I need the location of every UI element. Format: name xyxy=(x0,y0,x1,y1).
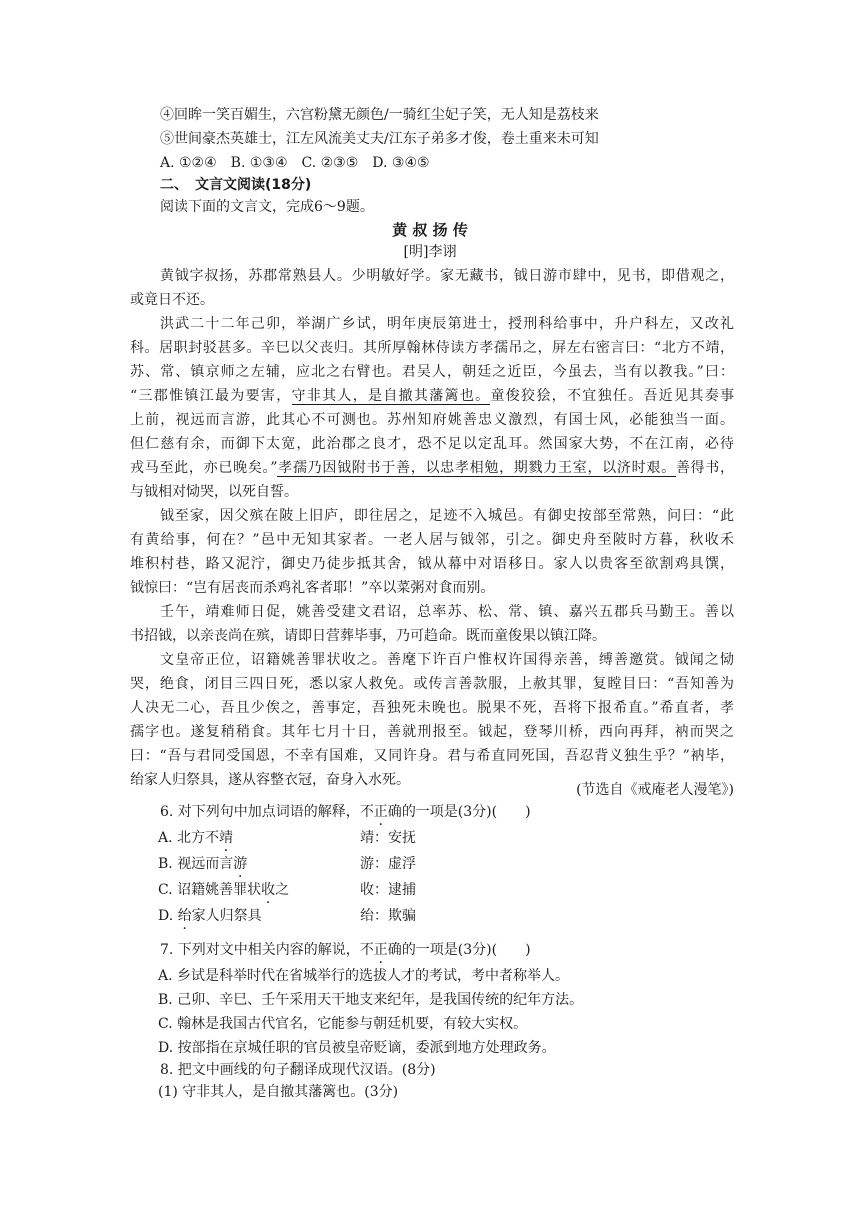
passage-line: 科。居职封驳甚多。辛巳以父丧归。其所厚翰林侍读方孝孺吊之，屏左右密言曰：“北方不靖， xyxy=(130,340,734,356)
dotted-emphasis: 不正确 xyxy=(359,804,402,820)
question-8-stem: 8. 把文中画线的句子翻译成现代汉语。(8分) xyxy=(160,1062,436,1078)
passage-line: 有黄给事，何在？”邑中无知其家者。一老人居与钺邻，引之。御史舟至陂时方暮，秋收禾 xyxy=(130,532,734,548)
passage-line: 壬午，靖难师日促，姚善受建文君诏，总率苏、松、常、镇、嘉兴五郡兵马勤王。善以 xyxy=(160,604,734,620)
q7-option-c: C. 翰林是我国古代官名，它能参与朝廷机要，有较大实权。 xyxy=(158,1016,528,1032)
underlined-sentence-2: 孝孺乃因钺附书于善，以忠孝相勉，期戮力王室，以济时艰。 xyxy=(277,460,676,476)
passage-line: 人决无二心，吾且少俟之，善事定，吾独死未晚也。脱果不死，吾将下报希直。”希直者，孝 xyxy=(130,700,734,716)
passage-line: 黄钺字叔扬，苏郡常熟县人。少明敏好学。家无藏书，钺日游市肆中，见书，即借观之， xyxy=(160,268,734,284)
q7-option-b: B. 己卯、辛巳、壬午采用天干地支来纪年，是我国传统的纪年方法。 xyxy=(158,992,584,1008)
passage-text: 童俊狡狯，不宜独任。吾近见其奏事 xyxy=(490,388,735,404)
passage-line: 孺字也。遂复稍稍食。其年七月十日，善就刑报至。钺起，登琴川桥，西向再拜，衲而哭之 xyxy=(130,724,734,740)
passage-title: 黄 叔 扬 传 xyxy=(392,221,468,239)
passage-line: 书招钺，以亲丧尚在殡，请即日营葬毕事，乃可趋命。既而童俊果以镇江降。 xyxy=(130,628,606,644)
stem-text: 的一项是(3分)( ) xyxy=(401,942,531,958)
q6-option-d-explanation: 绐：欺骗 xyxy=(360,908,416,924)
q6-option-c: C. 诏籍姚善罪状收之 xyxy=(158,882,290,898)
section-heading: 二、 文言文阅读(18分) xyxy=(160,177,312,193)
answer-choices: A. ①②④ B. ①③④ C. ②③⑤ D. ③④⑤ xyxy=(160,155,430,171)
passage-author: [明]李诩 xyxy=(403,244,457,260)
passage-line: 钺至家，因父殡在陂上旧庐，即往居之，足迹不入城邑。有御史按部至常熟，问曰：“此 xyxy=(160,508,734,524)
question-6-stem xyxy=(160,802,531,822)
underlined-sentence-1: 守非其人，是自撤其藩篱也。 xyxy=(291,388,491,404)
q6-option-d: D. 绐家人归祭具 xyxy=(158,908,262,924)
passage-line: 苏、常、镇京师之左辅，应北之右臂也。君吴人，朝廷之近臣，今虽去，当有以教我。”曰： xyxy=(130,364,734,380)
passage-text: “三郡惟镇江最为要害， xyxy=(130,388,292,404)
stem-text: 7. 下列对文中相关内容的解说， xyxy=(160,942,360,958)
dotted-emphasis: 不正确 xyxy=(359,942,402,958)
passage-line: 绐家人归祭具，遂从容整衣冠，奋身入水死。 xyxy=(130,772,410,788)
dotted-word: 收 xyxy=(261,882,276,898)
q6-option-a-explanation: 靖：安抚 xyxy=(360,830,416,846)
section-instruction: 阅读下面的文言文，完成6～9题。 xyxy=(160,199,374,215)
q6-option-b: B. 视远而言游 xyxy=(158,856,248,872)
passage-line: 洪武二十二年己卯，举湖广乡试，明年庚辰第进士，授刑科给事中，升户科左，又改礼 xyxy=(160,316,734,332)
q7-option-a: A. 乡试是科举时代在省城举行的选拔人才的考试，考中者称举人。 xyxy=(158,968,570,984)
passage-line: 或竟日不还。 xyxy=(130,292,214,308)
dotted-word: 绐 xyxy=(177,908,192,924)
passage-line: 与钺相对恸哭，以死自誓。 xyxy=(130,484,298,500)
passage-line: 曰：“吾与君同受国恩，不幸有国难，又同许身。君与希直同死国，吾忍背义独生乎？”衲毕， xyxy=(130,748,734,764)
option-line-5: ⑤世间豪杰英雄士，江左风流美丈夫/江东子弟多才俊，卷土重来未可知 xyxy=(160,131,599,147)
passage-line: 上前，视远而言游，此其心不可测也。苏州知府姚善忠义激烈，有国士风，必能独当一面。 xyxy=(130,412,734,428)
dotted-word: 靖 xyxy=(219,830,234,846)
passage-line: 哭，绝食，闭目三四日死，悉以家人救免。或传言善款服，上赦其罪，复瞠目曰：“吾知善为 xyxy=(130,676,734,692)
question-7-stem xyxy=(160,940,531,960)
passage-line: 钺惊曰：“岂有居丧而杀鸡礼客者耶！”卒以菜粥对食而别。 xyxy=(130,580,495,596)
passage-line xyxy=(130,458,734,478)
passage-line: 但仁慈有余，而御下太宽，此治郡之良才，恐不足以定乱耳。然国家大势，不在江南，必待 xyxy=(130,436,734,452)
passage-text: 戎马至此，亦已晚矣。” xyxy=(130,460,278,476)
q6-option-a: A. 北方不靖 xyxy=(158,830,234,846)
passage-line: 堆积村巷，路又泥泞，御史乃徒步抵其舍，钺从幕中对语移日。家人以贵客至欲割鸡具馔， xyxy=(130,556,734,572)
passage-text: 善得书， xyxy=(675,460,734,476)
question-8-sub-1: (1) 守非其人，是自撤其藩篱也。(3分) xyxy=(158,1084,399,1100)
passage-source: (节选自《戒庵老人漫笔》) xyxy=(576,782,734,798)
stem-text: 的一项是(3分)( ) xyxy=(401,804,531,820)
passage-line: 文皇帝正位，诏籍姚善罪状收之。善麾下许百户惟权许国得亲善，缚善邀赏。钺闻之恸 xyxy=(160,652,734,668)
stem-text: 6. 对下列句中加点词语的解释， xyxy=(160,804,360,820)
passage-line xyxy=(130,386,734,406)
q6-option-b-explanation: 游：虚浮 xyxy=(360,856,416,872)
option-line-4: ④回眸一笑百媚生，六宫粉黛无颜色/一骑红尘妃子笑，无人知是荔枝来 xyxy=(160,107,599,123)
dotted-word: 游 xyxy=(233,856,248,872)
q6-option-c-explanation: 收：逮捕 xyxy=(360,882,416,898)
q7-option-d: D. 按部指在京城任职的官员被皇帝贬谪，委派到地方处理政务。 xyxy=(158,1040,556,1056)
